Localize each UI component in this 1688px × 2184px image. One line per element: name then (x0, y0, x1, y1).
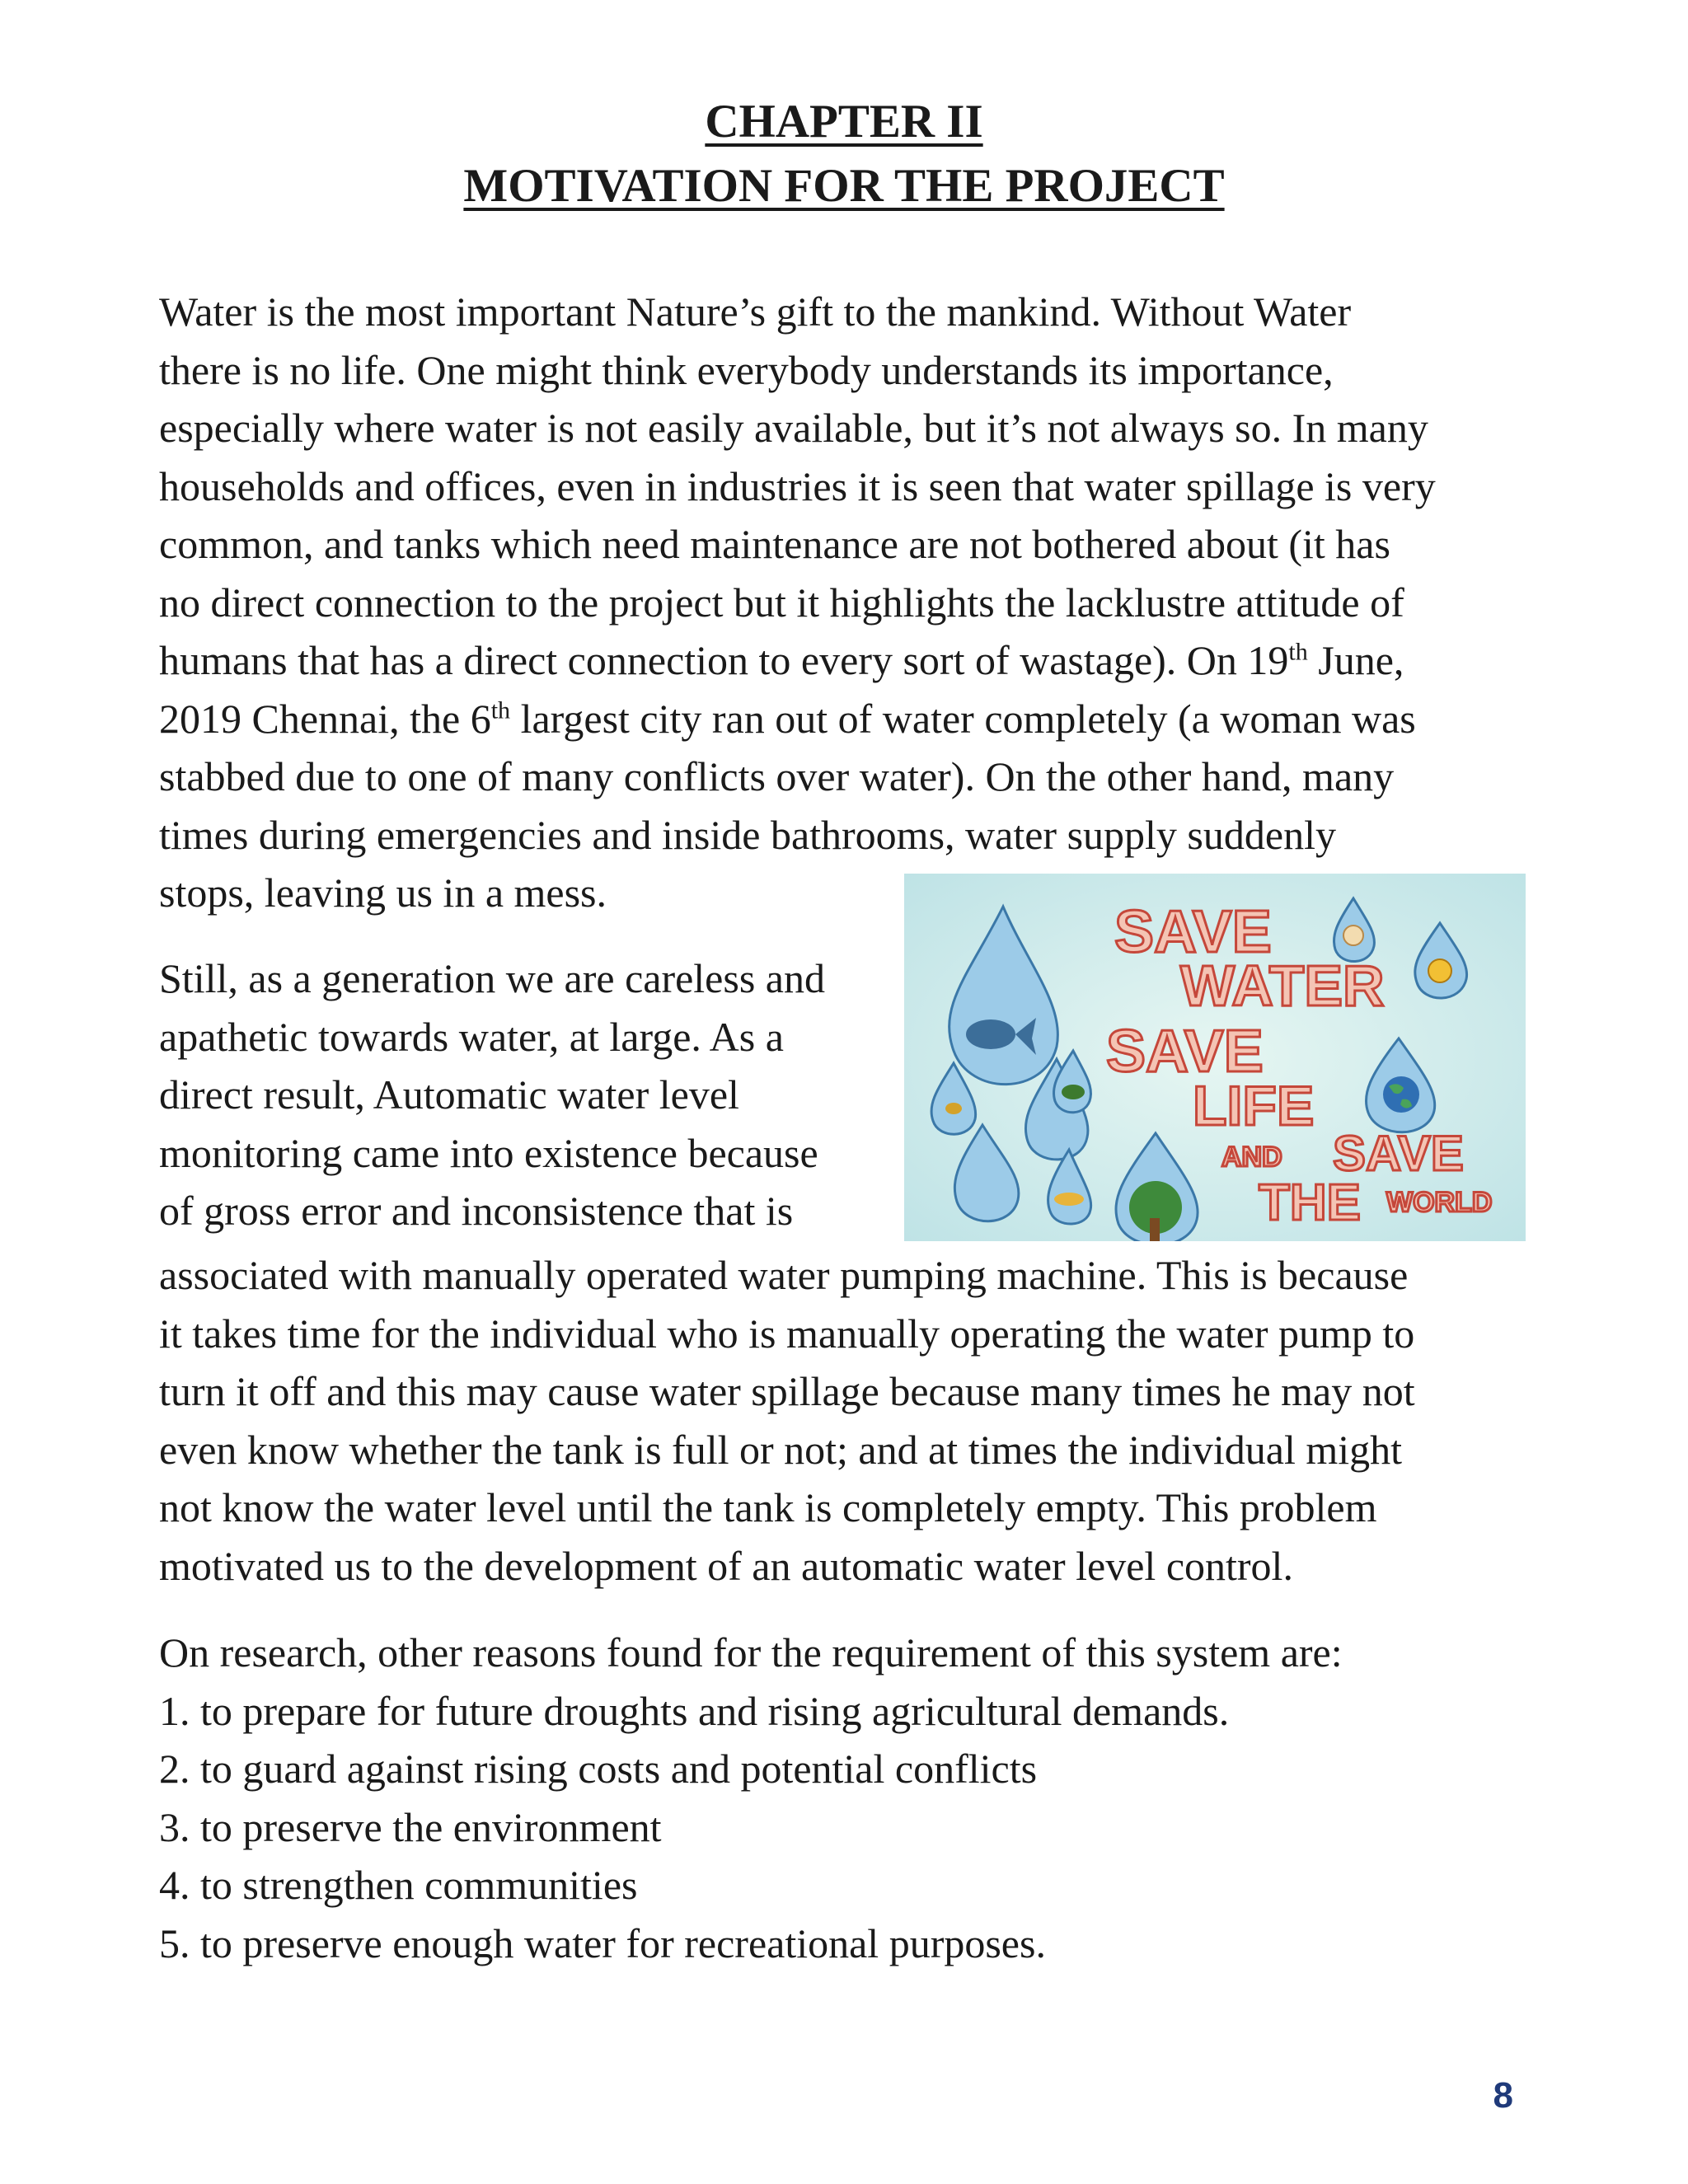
poster-word: WATER (1180, 954, 1385, 1018)
poster-word: SAVE (1333, 1126, 1464, 1181)
text-line: apathetic towards water, at large. As a (159, 1013, 784, 1060)
text-line: especially where water is not easily available, but it’s not always so. In many (159, 405, 1428, 451)
text-line: Water is the most important Nature’s gift to the mankind. Without Water (159, 288, 1352, 335)
text-line: monitoring came into existence because (159, 1129, 818, 1176)
text-line: motivated us to the development of an automatic water level control. (159, 1542, 1293, 1589)
text-line: stabbed due to one of many conflicts over water). On the other hand, many (159, 753, 1395, 799)
poster-word: SAVE (1106, 1019, 1264, 1085)
poster-word: AND (1221, 1141, 1282, 1173)
list-item: 1. to prepare for future droughts and rising agricultural demands. (159, 1687, 1230, 1734)
text-line: there is no life. One might think everybody understands its importance, (159, 346, 1334, 393)
chapter-title: MOTIVATION FOR THE PROJECT (463, 160, 1225, 212)
text-line: households and offices, even in industries it is seen that water spillage is very (159, 462, 1436, 509)
text-line: stops, leaving us in a mess. (159, 869, 607, 916)
hand-icon (1343, 926, 1363, 945)
list-intro: On research, other reasons found for the requirement of this system are: (159, 1629, 1343, 1675)
poster-word: LIFE (1193, 1075, 1315, 1137)
chapter-heading: CHAPTER II (705, 96, 983, 148)
list-item: 2. to guard against rising costs and potential conflicts (159, 1746, 1038, 1792)
paragraph-intro (159, 283, 1544, 922)
poster-word: THE (1259, 1174, 1361, 1231)
text-line: not know the water level until the tank is completely empty. This problem (159, 1484, 1377, 1530)
reasons-list (159, 1624, 1544, 1972)
list-item: 3. to preserve the environment (159, 1803, 662, 1850)
text-line: no direct connection to the project but it highlights the lacklustre attitude of (159, 579, 1404, 626)
text-line: associated with manually operated water pumping machine. This is because (159, 1252, 1409, 1298)
text-line: common, and tanks which need maintenance are not bothered about (it has (159, 521, 1390, 567)
text-line: Still, as a generation we are careless and (159, 955, 825, 1001)
text-line: times during emergencies and inside bathrooms, water supply suddenly (159, 811, 1336, 858)
text-line: 2019 Chennai, the 6th largest city ran out of water completely (a woman was (159, 695, 1416, 742)
list-item: 4. to strengthen communities (159, 1862, 638, 1908)
text-line: humans that has a direct connection to every sort of wastage). On 19th June, (159, 637, 1404, 683)
text-line: even know whether the tank is full or not; and at times the individual might (159, 1426, 1403, 1473)
text-line: turn it off and this may cause water spillage because many times he may not (159, 1368, 1415, 1414)
text-line: of gross error and inconsistence that is (159, 1188, 794, 1234)
poster-word: WORLD (1386, 1187, 1493, 1218)
text-line: direct result, Automatic water level (159, 1071, 739, 1118)
text-line: it takes time for the individual who is manually operating the water pump to (159, 1310, 1415, 1357)
paragraph-generation (159, 949, 1544, 1240)
page-number: 8 (1493, 2075, 1513, 2116)
poster-word: SAVE (1114, 899, 1272, 965)
list-item: 5. to preserve enough water for recreational purposes. (159, 1919, 1046, 1966)
paragraph-generation-continued (159, 1246, 1544, 1595)
